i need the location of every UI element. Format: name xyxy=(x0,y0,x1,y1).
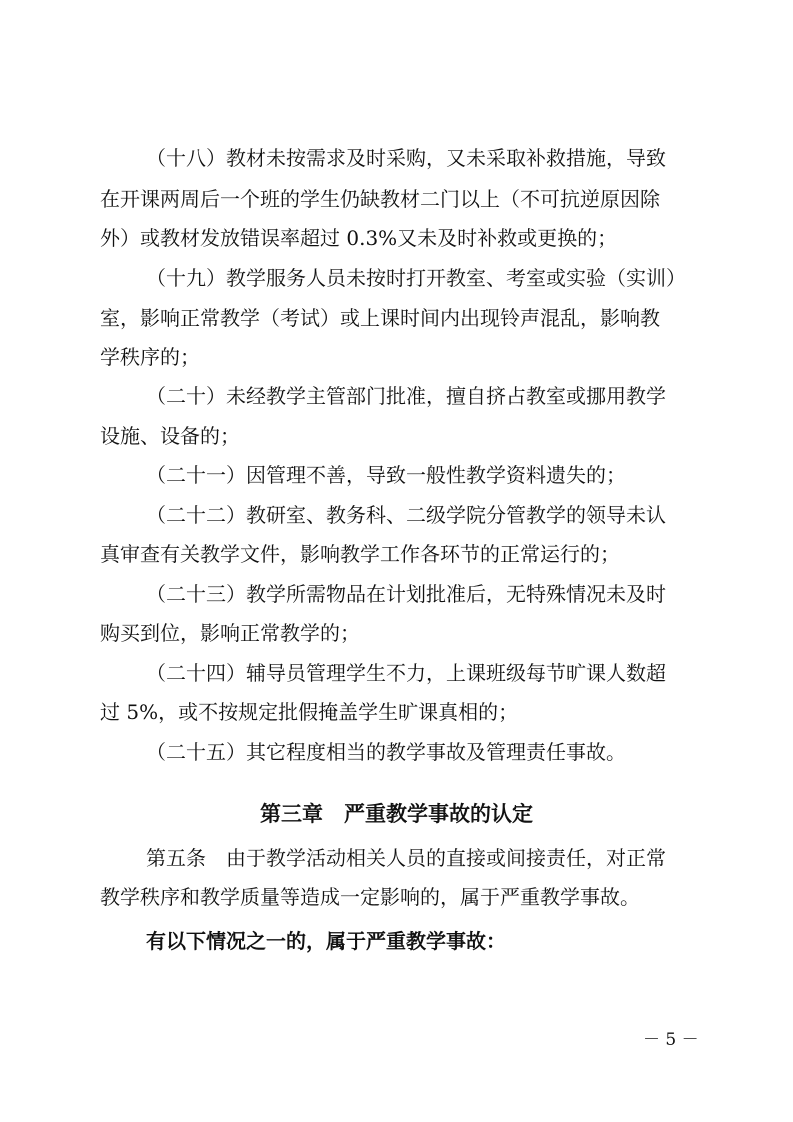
chapter-heading: 第三章 严重教学事故的认定 xyxy=(260,802,533,826)
paragraph-20-line-1: （二十）未经教学主管部门批准，擅自挤占教室或挪用教学 xyxy=(146,384,666,408)
page-number: － 5 － xyxy=(643,1030,699,1050)
paragraph-19-line-3: 学秩序的； xyxy=(100,345,200,369)
paragraph-18-line-1: （十八）教材未按需求及时采购，又未采取补救措施，导致 xyxy=(146,146,666,170)
article-5-line-1: 第五条 由于教学活动相关人员的直接或间接责任，对正常 xyxy=(146,846,666,870)
paragraph-23-line-2: 购买到位，影响正常教学的； xyxy=(100,621,360,645)
paragraph-22-line-1: （二十二）教研室、教务科、二级学院分管教学的领导未认 xyxy=(146,503,666,527)
paragraph-18-line-3: 外）或教材发放错误率超过 0.3%又未及时补救或更换的； xyxy=(100,226,618,250)
paragraph-19-line-2: 室，影响正常教学（考试）或上课时间内出现铃声混乱，影响教 xyxy=(100,306,660,330)
paragraph-25-line-1: （二十五）其它程度相当的教学事故及管理责任事故。 xyxy=(146,740,626,764)
paragraph-19-line-1: （十九）教学服务人员未按时打开教室、考室或实验（实训） xyxy=(146,266,686,290)
paragraph-20-line-2: 设施、设备的； xyxy=(100,424,240,448)
paragraph-24-line-2: 过 5%，或不按规定批假掩盖学生旷课真相的； xyxy=(100,700,519,724)
bold-intro-line: 有以下情况之一的，属于严重教学事故： xyxy=(146,929,506,953)
paragraph-24-line-1: （二十四）辅导员管理学生不力，上课班级每节旷课人数超 xyxy=(146,661,666,685)
paragraph-21-line-1: （二十一）因管理不善，导致一般性教学资料遗失的； xyxy=(146,463,626,487)
paragraph-22-line-2: 真审查有关教学文件，影响教学工作各环节的正常运行的； xyxy=(100,542,620,566)
paragraph-23-line-1: （二十三）教学所需物品在计划批准后，无特殊情况未及时 xyxy=(146,582,666,606)
paragraph-18-line-2: 在开课两周后一个班的学生仍缺教材二门以上（不可抗逆原因除 xyxy=(100,187,660,211)
article-5-line-2: 教学秩序和教学质量等造成一定影响的，属于严重教学事故。 xyxy=(100,885,640,909)
